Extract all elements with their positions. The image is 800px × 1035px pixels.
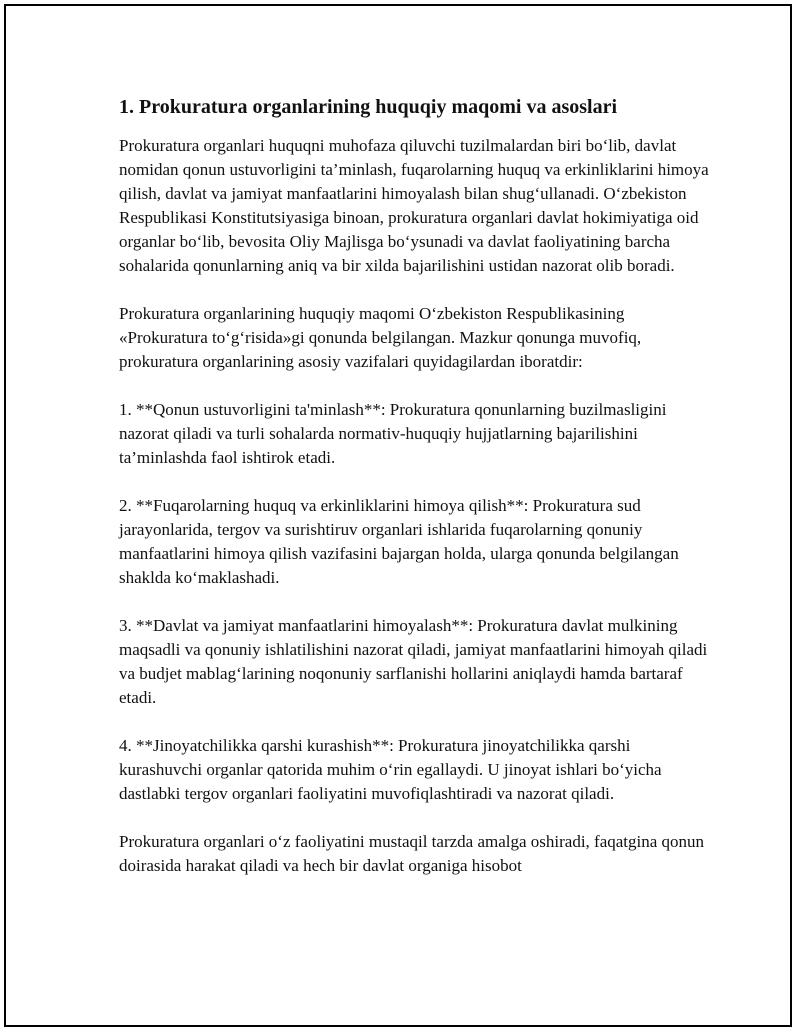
list-item-state-interests: 3. **Davlat va jamiyat manfaatlarini himoyalash**: Prokuratura davlat mulkining maqsadli va qonuniy ishlatilishini nazorat qiladi, jamiyat manfaatlarini himoyah qiladi va budjet mablag‘larining noqonuniy sarflanishi hollarini aniqlaydi hamda bartaraf etadi. bbox=[119, 616, 708, 707]
page-frame bbox=[4, 4, 792, 1027]
paragraph-legal-status: Prokuratura organlarining huquqiy maqomi O‘zbekiston Respublikasining «Prokuratura to‘g‘risida»gi qonunda belgilangan. Mazkur qonunga muvofiq, prokuratura organlarining asosiy vazifalari quyidagilardan iboratdir: bbox=[119, 304, 642, 371]
section-heading: 1. Prokuratura organlarining huquqiy maqomi va asoslari bbox=[119, 96, 618, 118]
paragraph-intro: Prokuratura organlari huquqni muhofaza qiluvchi tuzilmalardan biri bo‘lib, davlat nomidan qonun ustuvorligini ta’minlash, fuqarolarning huquq va erkinliklarini himoya qilish, davlat va jamiyat manfaatlarini himoyalash bilan shug‘ullanadi. O‘zbekiston Respublikasi Konstitutsiyasiga binoan, prokuratura organlari davlat hokimiyatiga oid organlar bo‘lib, bevosita Oliy Majlisga bo‘ysunadi va davlat faoliyatining barcha sohalarida qonunlarning aniq va bir xilda bajarilishini ustidan nazorat olib boradi. bbox=[119, 136, 709, 275]
paragraph-independence: Prokuratura organlari o‘z faoliyatini mustaqil tarzda amalga oshiradi, faqatgina qonun doirasida harakat qiladi va hech bir davlat organiga hisobot bbox=[119, 832, 705, 875]
list-item-rule-of-law: 1. **Qonun ustuvorligini ta'minlash**: Prokuratura qonunlarning buzilmasligini nazorat qiladi va turli sohalarda normativ-huquqiy hujjatlarning bajarilishini ta’minlashda faol ishtirok etadi. bbox=[119, 400, 667, 467]
list-item-crime-fighting: 4. **Jinoyatchilikka qarshi kurashish**: Prokuratura jinoyatchilikka qarshi kurashuvchi organlar qatorida muhim o‘rin egallaydi. U jinoyat ishlari bo‘yicha dastlabki tergov organlari faoliyatini muvofiqlashtiradi va nazorat qiladi. bbox=[119, 736, 662, 803]
document-body bbox=[119, 94, 709, 902]
list-item-citizen-rights: 2. **Fuqarolarning huquq va erkinliklarini himoya qilish**: Prokuratura sud jarayonlarida, tergov va surishtiruv organlari ishlarida fuqarolarning qonuniy manfaatlarini himoya qilish vazifasini bajargan holda, ularga qonunda belgilangan shaklda ko‘maklashadi. bbox=[119, 496, 679, 587]
